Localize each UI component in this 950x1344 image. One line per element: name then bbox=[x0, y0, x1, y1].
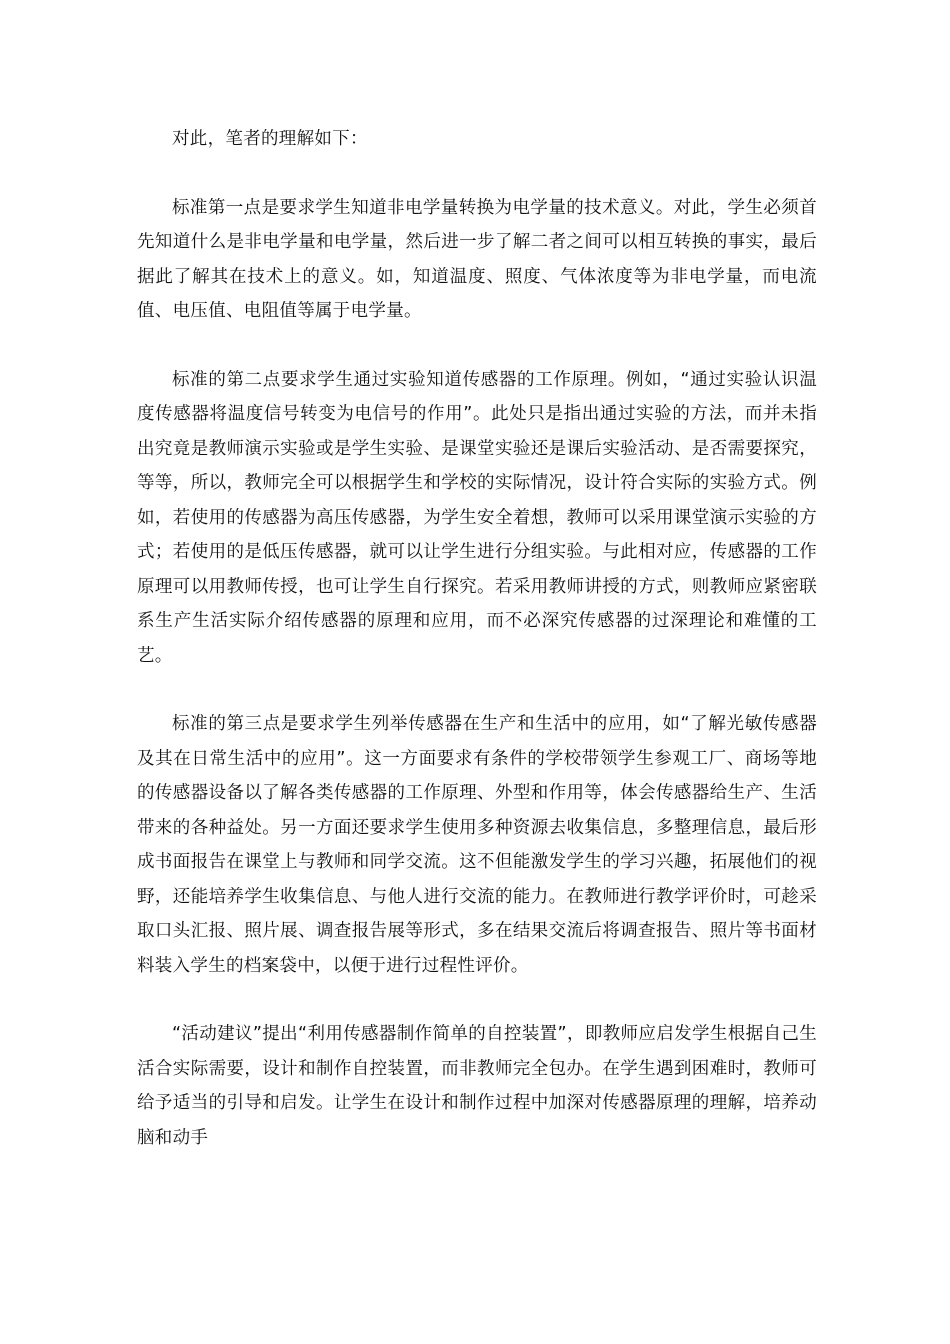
paragraph-activity-suggestion: “活动建议”提出“利用传感器制作简单的自控装置”，即教师应启发学生根据自己生活合实际需要，设计和制作自控装置，而非教师完全包办。在学生遇到困难时，教师可给予适当的引导和启发。让学生在设计和制作过程中加深对传感器原理的理解，培养动脑和动手 bbox=[137, 1024, 817, 1148]
paragraph-standard-point-two: 标准的第二点要求学生通过实验知道传感器的工作原理。例如，“通过实验认识温度传感器将温度信号转变为电信号的作用”。此处只是指出通过实验的方法，而并未指出究竟是教师演示实验或是学生实验、是课堂实验还是课后实验活动、是否需要探究，等等，所以，教师完全可以根据学生和学校的实际情况，设计符合实际的实验方式。例如，若使用的传感器为高压传感器，为学生安全着想，教师可以采用课堂演示实验的方式；若使用的是低压传感器，就可以让学生进行分组实验。与此相对应，传感器的工作原理可以用教师传授，也可让学生自行探究。若采用教师讲授的方式，则教师应紧密联系生产生活实际介绍传感器的原理和应用，而不必深究传感器的过深理论和难懂的工艺。 bbox=[137, 369, 817, 666]
paragraph-intro: 对此，笔者的理解如下： bbox=[172, 129, 368, 149]
document-body bbox=[137, 122, 817, 1189]
paragraph-standard-point-three: 标准的第三点是要求学生列举传感器在生产和生活中的应用，如“了解光敏传感器及其在日常生活中的应用”。这一方面要求有条件的学校带领学生参观工厂、商场等地的传感器设备以了解各类传感器的工作原理、外型和作用等，体会传感器给生产、生活带来的各种益处。另一方面还要求学生使用多种资源去收集信息，多整理信息，最后形成书面报告在课堂上与教师和同学交流。这不但能激发学生的学习兴趣，拓展他们的视野，还能培养学生收集信息、与他人进行交流的能力。在教师进行教学评价时，可趁采取口头汇报、照片展、调查报告展等形式，多在结果交流后将调查报告、照片等书面材料装入学生的档案袋中，以便于进行过程性评价。 bbox=[137, 714, 817, 976]
paragraph-standard-point-one: 标准第一点是要求学生知道非电学量转换为电学量的技术意义。对此，学生必须首先知道什么是非电学量和电学量，然后进一步了解二者之间可以相互转换的事实，最后据此了解其在技术上的意义。如，知道温度、照度、气体浓度等为非电学量，而电流值、电压值、电阻值等属于电学量。 bbox=[137, 197, 817, 321]
